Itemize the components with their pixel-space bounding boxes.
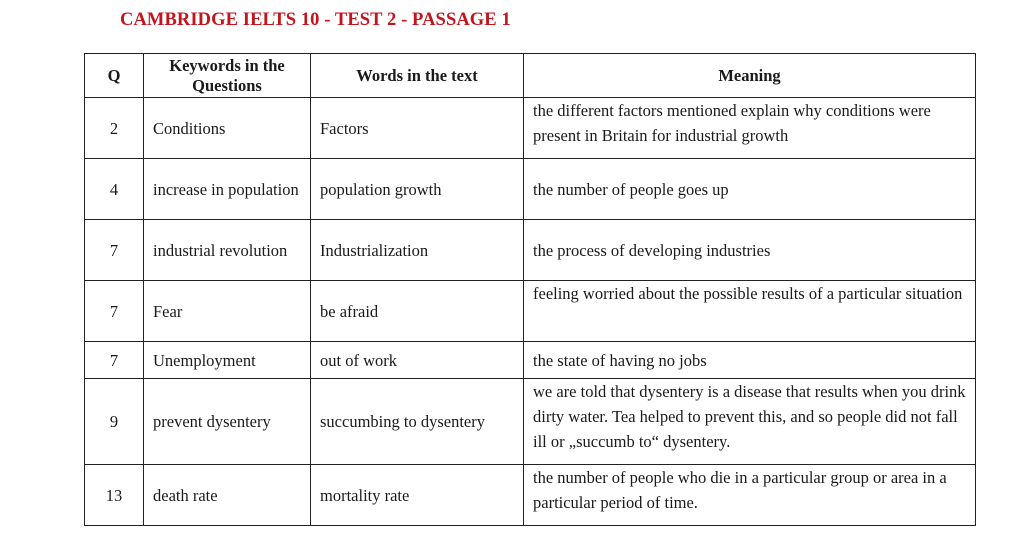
header-meaning: Meaning bbox=[524, 54, 976, 98]
words-in-text-cell: be afraid bbox=[311, 281, 524, 342]
keyword-cell: industrial revolution bbox=[144, 220, 311, 281]
header-words-in-text: Words in the text bbox=[311, 54, 524, 98]
words-in-text-cell: population growth bbox=[311, 159, 524, 220]
table-row bbox=[85, 220, 976, 281]
keyword-cell: prevent dysentery bbox=[144, 379, 311, 465]
question-number: 7 bbox=[85, 342, 144, 379]
question-number: 7 bbox=[85, 281, 144, 342]
words-in-text-cell: succumbing to dysentery bbox=[311, 379, 524, 465]
keyword-cell: death rate bbox=[144, 465, 311, 526]
meaning-cell: the state of having no jobs bbox=[524, 342, 976, 379]
question-number: 4 bbox=[85, 159, 144, 220]
words-in-text-cell: out of work bbox=[311, 342, 524, 379]
question-number: 7 bbox=[85, 220, 144, 281]
table-row bbox=[85, 342, 976, 379]
keyword-cell: Fear bbox=[144, 281, 311, 342]
meaning-cell: the number of people goes up bbox=[524, 159, 976, 220]
header-q: Q bbox=[85, 54, 144, 98]
keyword-cell: increase in population bbox=[144, 159, 311, 220]
table-row bbox=[85, 379, 976, 465]
meaning-cell: the different factors mentioned explain why conditions were present in Britain for industrial growth bbox=[524, 98, 976, 159]
meaning-cell: the process of developing industries bbox=[524, 220, 976, 281]
table-row bbox=[85, 281, 976, 342]
question-number: 13 bbox=[85, 465, 144, 526]
table-row bbox=[85, 465, 976, 526]
words-in-text-cell: mortality rate bbox=[311, 465, 524, 526]
question-number: 9 bbox=[85, 379, 144, 465]
question-number: 2 bbox=[85, 98, 144, 159]
header-keywords: Keywords in the Questions bbox=[144, 54, 311, 98]
words-in-text-cell: Industrialization bbox=[311, 220, 524, 281]
meaning-cell: feeling worried about the possible results of a particular situation bbox=[524, 281, 976, 342]
meaning-cell: we are told that dysentery is a disease that results when you drink dirty water. Tea helped to prevent this, and so people did not fall ill or „succumb to“ dysentery. bbox=[524, 379, 976, 465]
words-in-text-cell: Factors bbox=[311, 98, 524, 159]
vocabulary-table bbox=[84, 53, 976, 526]
keyword-cell: Conditions bbox=[144, 98, 311, 159]
table-row bbox=[85, 159, 976, 220]
table-row bbox=[85, 98, 976, 159]
table-header-row bbox=[85, 54, 976, 98]
page-title: CAMBRIDGE IELTS 10 - TEST 2 - PASSAGE 1 bbox=[120, 10, 511, 30]
keyword-cell: Unemployment bbox=[144, 342, 311, 379]
meaning-cell: the number of people who die in a particular group or area in a particular period of time. bbox=[524, 465, 976, 526]
